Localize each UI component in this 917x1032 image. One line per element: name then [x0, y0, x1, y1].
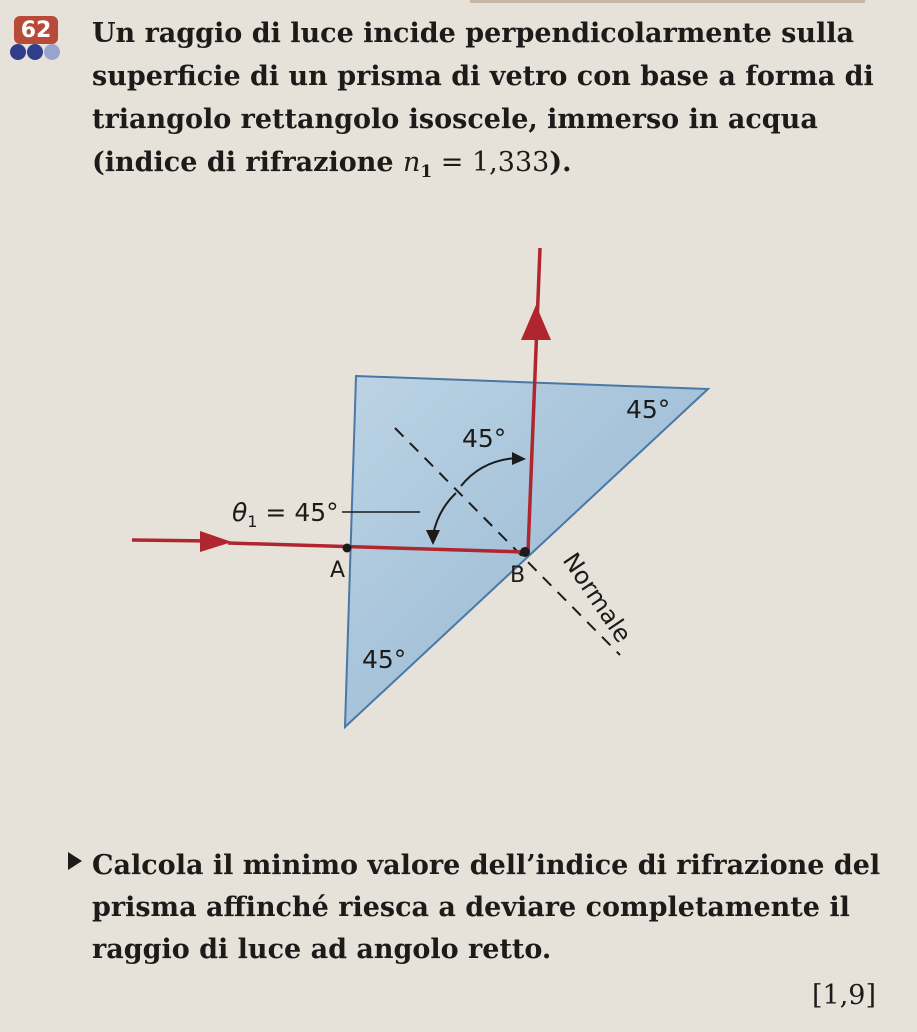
angle-label-inner: 45° — [462, 424, 507, 453]
problem-number: 62 — [14, 16, 58, 44]
point-a-marker — [343, 544, 352, 553]
refractive-index-symbol: n — [402, 147, 421, 178]
refractive-index-value: = 1,333 — [432, 147, 550, 178]
question-text: Calcola il minimo valore dell’indice di rifrazione del prisma affinché riesca a deviare completamente il raggio di luce ad angolo retto. — [92, 850, 881, 965]
angle-label-top-right: 45° — [626, 395, 671, 424]
problem-text-end: ). — [549, 147, 572, 178]
answer-value: [1,9] — [812, 980, 877, 1011]
problem-text-main: Un raggio di luce incide perpendicolarmente sulla superficie di un prisma di vetro con base a forma di triangolo rettangolo isoscele, immerso in acqua (indice di rifrazione — [92, 18, 874, 178]
theta-value: = 45° — [257, 498, 339, 527]
angle-label-bottom: 45° — [362, 645, 407, 674]
incident-ray-arrow — [200, 531, 232, 552]
bullet-arrow-icon — [68, 852, 82, 870]
point-b-label: B — [510, 563, 526, 588]
point-a-label: A — [330, 558, 346, 583]
reflected-ray-arrow — [521, 305, 551, 340]
point-b-marker — [520, 547, 530, 557]
theta-subscript: 1 — [247, 512, 258, 531]
theta-symbol: θ — [232, 498, 248, 527]
theta-label — [232, 498, 339, 531]
normal-label: Normale — [557, 547, 638, 648]
refractive-index-subscript: 1 — [420, 162, 433, 182]
